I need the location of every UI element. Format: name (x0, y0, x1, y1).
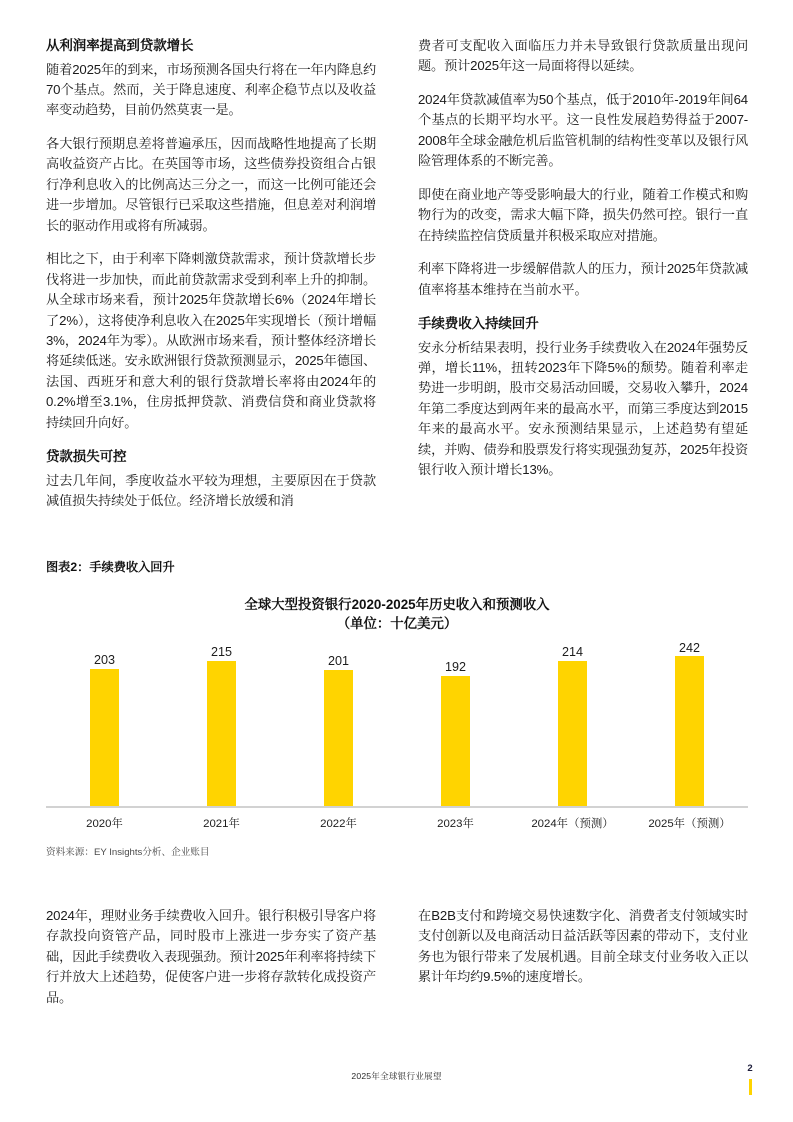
paragraph-credit-quality: 费者可支配收入面临压力并未导致银行贷款质量出现问题。预计2025年这一局面将得以延续。 (418, 38, 748, 74)
section-heading-fee-income: 手续费收入持续回升 (418, 315, 539, 331)
bar-group-2022 (280, 642, 397, 807)
bar-rect (675, 656, 704, 806)
bar-value-label: 192 (444, 660, 466, 675)
x-tick-label: 2020年 (86, 817, 123, 830)
figure-2 (46, 558, 748, 858)
paragraph-margin-pressure: 各大银行预期息差将普遍承压，因而战略性地提高了长期高收益资产占比。在英国等市场，这些债券投资组合占银行净利息收入的比例高达三分之一，而这一比例可能还会进一步增加。尽管银行已采取这些措施，但息差对利润增长的驱动作用或将有所减弱。 (46, 135, 376, 233)
paragraph-wealth-management: 2024年，理财业务手续费收入回升。银行积极引导客户将存款投向资管产品，同时股市上涨进一步夯实了资产基础，因此手续费收入表现强劲。预计2025年利率将持续下行并放大上述趋势，促使客户进一步将存款转化成投资产品。 (46, 908, 376, 1005)
paragraph-loan-losses: 过去几年间，季度收益水平较为理想，主要原因在于贷款减值损失持续处于低位。经济增长放缓和消 (46, 472, 376, 509)
paragraph-loan-growth: 相比之下，由于利率下降刺激贷款需求，预计贷款增长步伐将进一步加快，而此前贷款需求受到利率上升的抑制。从全球市场来看，预计2025年贷款增长6%（2024年增长了2%），这将使净利息收入在2025年实现增长（预计增幅3%，2024年为零）。从欧洲市场来看，预计整体经济增长将延续低迷。安永欧洲银行贷款预测显示，2025年德国、法国、西班牙和意大利的银行贷款增长率将由2024年的0.2%增至3.1%，住房抵押贷款、消费信贷和商业贷款将持续回升向好。 (46, 251, 376, 430)
chart-title-unit: （单位：十亿美元） (336, 616, 458, 632)
bar-rect (90, 669, 119, 807)
paragraph-borrower-relief: 利率下降将进一步缓解借款人的压力，预计2025年贷款减值率将基本维持在当前水平。 (418, 261, 748, 297)
chart-x-axis-labels (46, 810, 748, 834)
chart-title (46, 595, 748, 634)
main-text-columns (46, 36, 748, 512)
chart-x-axis-line (46, 806, 748, 808)
bar-group-2024 (514, 642, 631, 807)
chart-title-main: 全球大型投资银行2020-2025年历史收入和预测收入 (244, 597, 550, 612)
paragraph-fee-income: 安永分析结果表明，投行业务手续费收入在2024年强势反弹，增长11%，扭转2023年下降5%的颓势。随着利率走势进一步明朗，股市交易活动回暖，交易收入攀升，2024年第二季度达到两年来的最高水平，而第三季度达到2015年来的最高水平。安永预测结果显示，上述趋势有望延续，并购、债券和股票发行将实现强劲复苏，2025年投资银行收入预计增长13%。 (418, 339, 748, 478)
x-tick-label: 2021年 (203, 817, 240, 830)
paragraph-impairment-rate: 2024年贷款减值率为50个基点，低于2010年-2019年间64个基点的长期平均水平。这一良性发展趋势得益于2007-2008年全球金融危机后监管机制的结构性变革以及银行风险管理体系的不断完善。 (418, 91, 748, 169)
figure-source: 资料来源：EY Insights分析、企业账目 (46, 846, 210, 858)
bar-value-label: 201 (327, 654, 349, 669)
bar-rect (441, 676, 470, 807)
bar-group-2023 (397, 642, 514, 807)
left-text-column (46, 36, 376, 512)
bar-value-label: 203 (93, 653, 115, 668)
bar-value-label: 215 (210, 645, 232, 660)
right-text-column (418, 36, 748, 512)
page-number-block (743, 1064, 757, 1095)
x-tick-label: 2022年 (320, 817, 357, 830)
paragraph-rate-cuts: 随着2025年的到来，市场预测各国央行将在一年内降息约70个基点。然而，关于降息速度、利率企稳节点以及收益率变动趋势，目前仍然莫衷一是。 (46, 61, 376, 118)
bottom-right-column (418, 906, 748, 1008)
bar-value-label: 242 (678, 640, 700, 655)
paragraph-commercial-real-estate: 即使在商业地产等受影响最大的行业，随着工作模式和购物行为的改变，需求大幅下降，损失仍然可控。银行一直在持续监控信贷质量并积极采取应对措施。 (418, 186, 748, 243)
figure-caption: 图表2：手续费收入回升 (46, 560, 175, 574)
bar-chart-plot (46, 642, 748, 834)
bar-series (46, 642, 748, 807)
accent-rule (749, 1079, 752, 1095)
x-tick-label: 2024年（预测） (531, 817, 614, 830)
bar-rect (324, 670, 353, 807)
bar-group-2021 (163, 642, 280, 807)
page-number: 2 (747, 1063, 753, 1074)
bar-group-2025 (631, 642, 748, 807)
x-tick-label: 2023年 (437, 817, 474, 830)
bar-value-label: 214 (561, 645, 583, 660)
paragraph-payments: 在B2B支付和跨境交易快速数字化、消费者支付领域实时支付创新以及电商活动日益活跃等因素的带动下，支付业务也为银行带来了发展机遇。目前全球支付业务收入正以累计年均约9.5%的速度增长。 (418, 908, 748, 985)
bar-group-2020 (46, 642, 163, 807)
bottom-text-columns (46, 906, 748, 1008)
bar-rect (207, 661, 236, 807)
section-heading-profitability: 从利润率提高到贷款增长 (46, 38, 194, 53)
bar-rect (558, 661, 587, 807)
x-tick-label: 2025年（预测） (648, 817, 731, 830)
page-footer (0, 1064, 793, 1104)
section-heading-loan-losses: 贷款损失可控 (46, 449, 127, 465)
bottom-left-column (46, 906, 376, 1008)
footer-title: 2025年全球银行业展望 (351, 1071, 442, 1081)
